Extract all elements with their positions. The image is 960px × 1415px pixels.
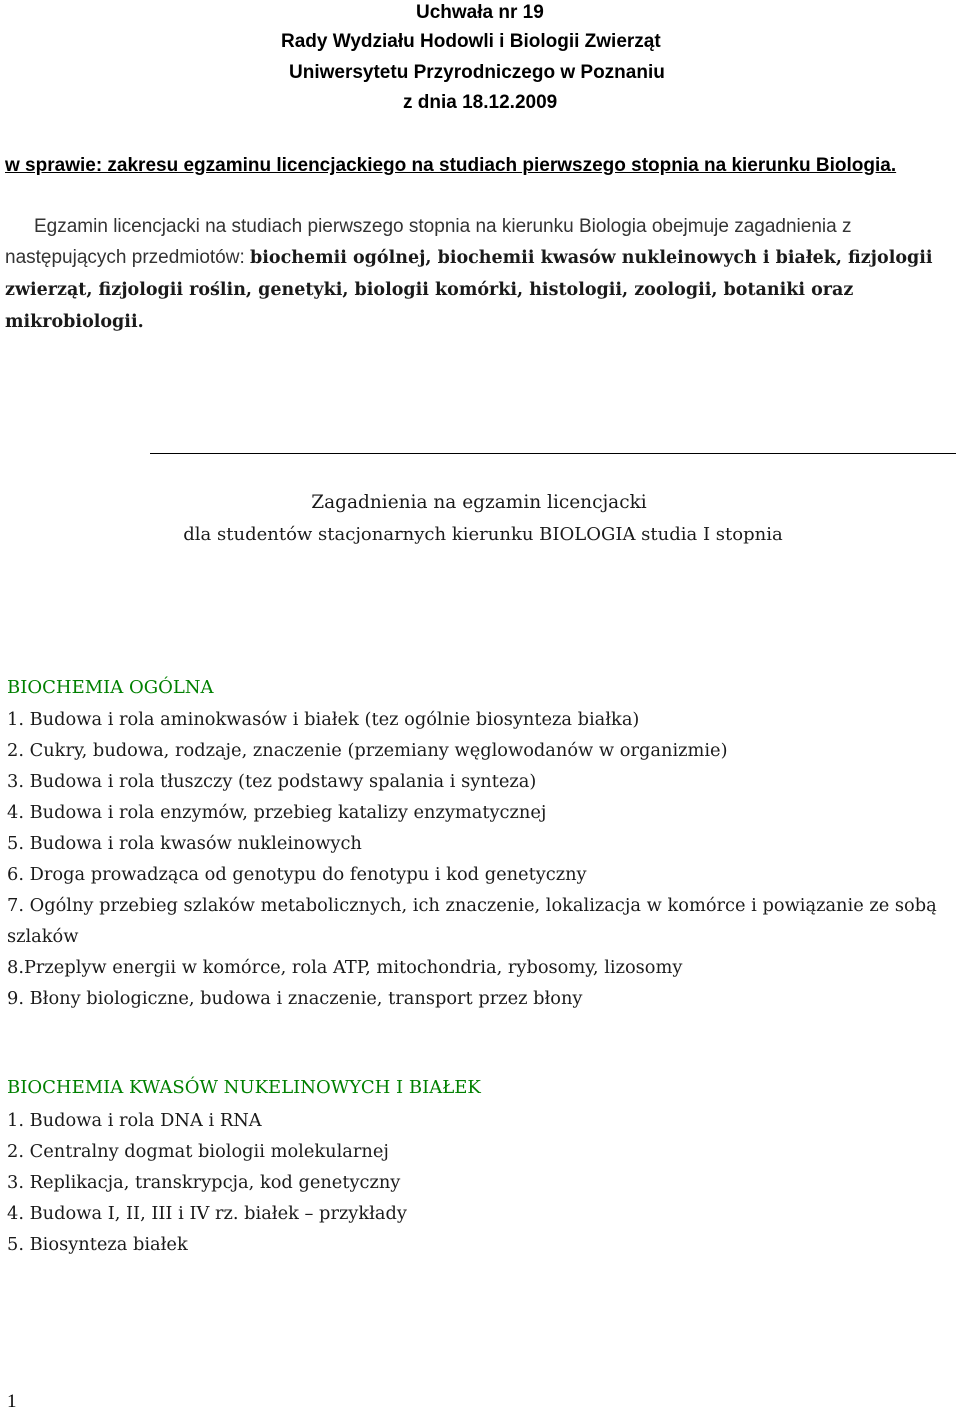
- list-item: 5. Budowa i rola kwasów nukleinowych: [7, 833, 362, 854]
- list-item: 6. Droga prowadząca od genotypu do fenotypu i kod genetyczny: [7, 864, 587, 885]
- intro-lead: Egzamin licencjacki na studiach pierwszego stopnia na kierunku Biologia obejmuje zagadnienia z następujących przedmiotów:: [5, 216, 852, 268]
- zagadnienia-title: Zagadnienia na egzamin licencjacki: [311, 492, 647, 513]
- list-item: 5. Biosynteza białek: [7, 1234, 188, 1255]
- list-item: 7. Ogólny przebieg szlaków metabolicznych, ich znaczenie, lokalizacja w komórce i powiązanie ze sobą szlaków: [7, 895, 937, 947]
- resolution-number: Uchwała nr 19: [416, 2, 544, 23]
- horizontal-rule: [150, 453, 956, 454]
- list-item: 2. Cukry, budowa, rodzaje, znaczenie (przemiany węglowodanów w organizmie): [7, 740, 728, 761]
- zagadnienia-subtitle: dla studentów stacjonarnych kierunku BIOLOGIA studia I stopnia: [183, 524, 783, 545]
- list-item: 9. Błony biologiczne, budowa i znaczenie, transport przez błony: [7, 988, 583, 1009]
- university-name: Uniwersytetu Przyrodniczego w Poznaniu: [289, 62, 665, 83]
- resolution-date: z dnia 18.12.2009: [403, 92, 558, 113]
- section-title-biochemia-ogolna: BIOCHEMIA OGÓLNA: [7, 677, 214, 698]
- intro-paragraph: [5, 211, 957, 338]
- list-item: 1. Budowa i rola aminokwasów i białek (tez ogólnie biosynteza białka): [7, 709, 640, 730]
- section-list-biochemia-kwasow: [7, 1105, 952, 1260]
- list-item: 3. Replikacja, transkrypcja, kod genetyczny: [7, 1172, 401, 1193]
- list-item: 2. Centralny dogmat biologii molekularnej: [7, 1141, 389, 1162]
- council-name: Rady Wydziału Hodowli i Biologii Zwierząt: [281, 31, 661, 52]
- list-item: 4. Budowa I, II, III i IV rz. białek – przykłady: [7, 1203, 407, 1224]
- list-item: 1. Budowa i rola DNA i RNA: [7, 1110, 262, 1131]
- list-item: 3. Budowa i rola tłuszczy (tez podstawy spalania i synteza): [7, 771, 537, 792]
- list-item: 8.Przeplyw energii w komórce, rola ATP, mitochondria, rybosomy, lizosomy: [7, 957, 683, 978]
- resolution-topic: w sprawie: zakresu egzaminu licencjackiego na studiach pierwszego stopnia na kierunku Biologia.: [5, 155, 897, 176]
- list-item: 4. Budowa i rola enzymów, przebieg katalizy enzymatycznej: [7, 802, 547, 823]
- page-number: 1: [7, 1391, 17, 1412]
- section-title-biochemia-kwasow: BIOCHEMIA KWASÓW NUKELINOWYCH I BIAŁEK: [7, 1077, 481, 1098]
- section-list-biochemia-ogolna: [7, 704, 952, 1014]
- intro-subjects: biochemii ogólnej, biochemii kwasów nukleinowych i białek, fizjologii zwierząt, fizjologii roślin, genetyki, biologii komórki, histologii, zoologii, botaniki oraz mikrobiologii.: [5, 248, 933, 332]
